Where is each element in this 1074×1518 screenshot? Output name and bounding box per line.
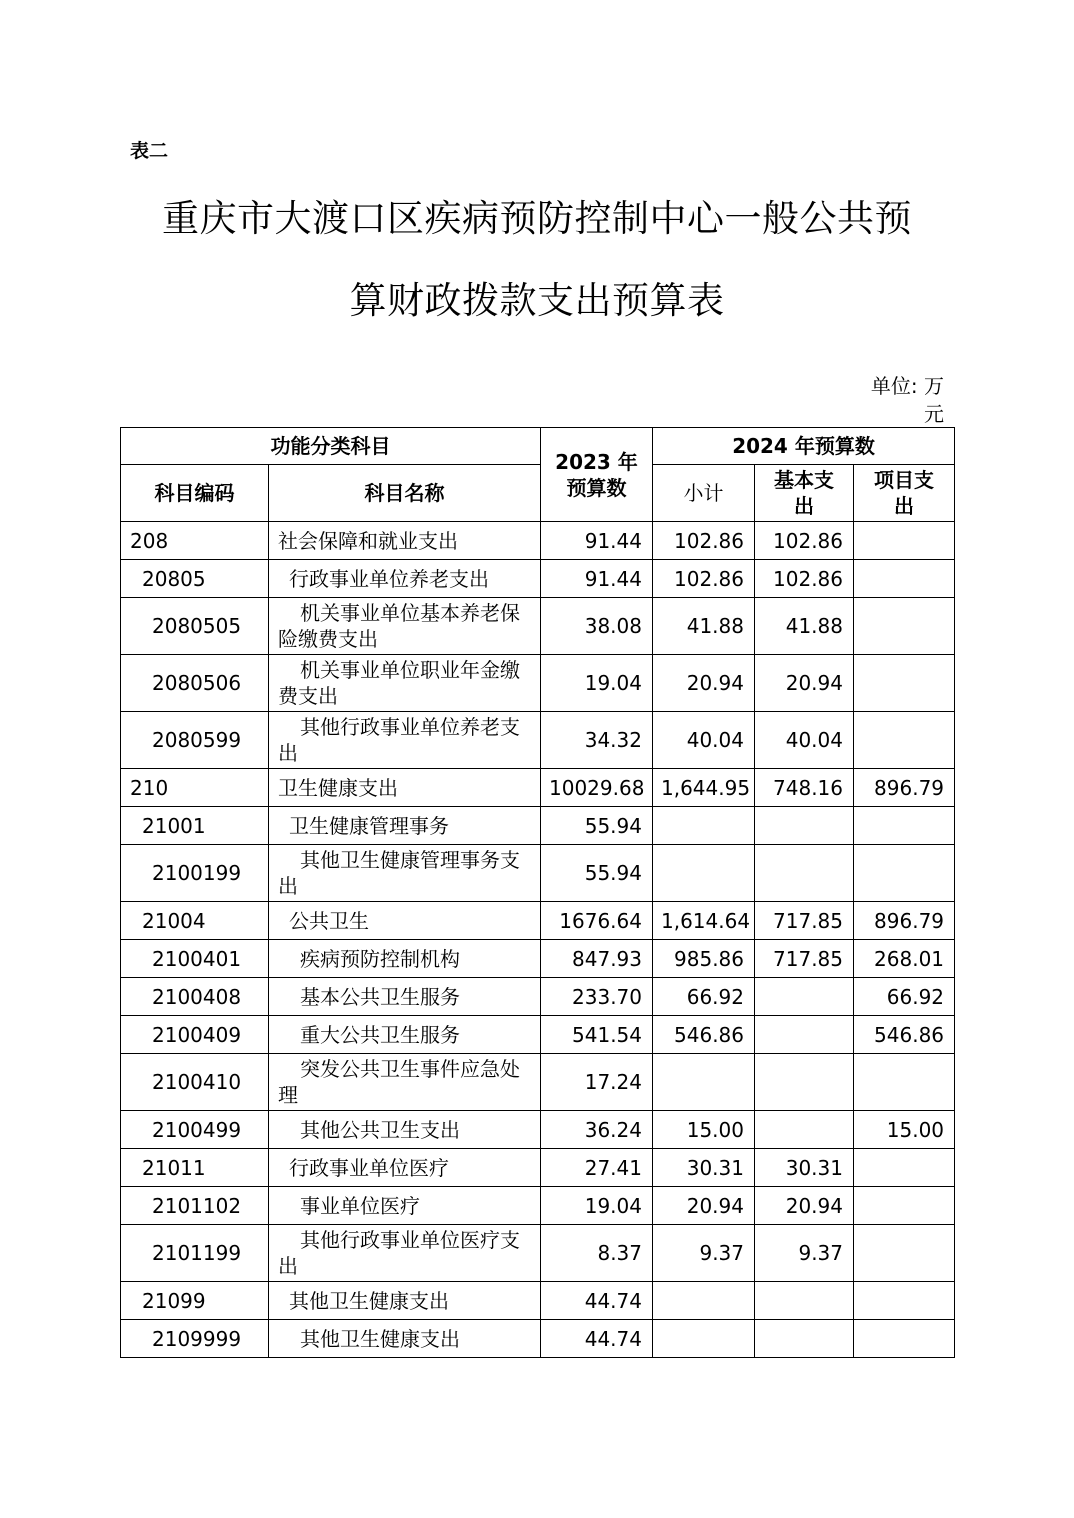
row-basic: 102.86 [755,560,854,598]
row-project [854,845,955,902]
row-code: 21004 [121,902,269,940]
row-code: 2101199 [121,1225,269,1282]
row-basic [755,1320,854,1358]
row-code: 2100410 [121,1054,269,1111]
row-basic: 40.04 [755,712,854,769]
row-name: 机关事业单位基本养老保险缴费支出 [269,598,541,655]
row-project [854,1054,955,1111]
table-row [121,978,955,1016]
row-budget-2023: 8.37 [541,1225,653,1282]
row-basic [755,1111,854,1149]
row-subtotal [653,845,755,902]
row-code: 2109999 [121,1320,269,1358]
row-code: 2080505 [121,598,269,655]
table-row [121,1320,955,1358]
table-row [121,522,955,560]
row-subtotal: 20.94 [653,1187,755,1225]
table-row [121,1187,955,1225]
header-basic: 基本支 出 [755,465,854,522]
row-project [854,807,955,845]
table-row [121,902,955,940]
row-code: 2080506 [121,655,269,712]
row-basic: 9.37 [755,1225,854,1282]
row-name: 卫生健康管理事务 [269,807,541,845]
row-name: 卫生健康支出 [269,769,541,807]
row-project [854,1187,955,1225]
row-project: 896.79 [854,769,955,807]
row-project [854,1149,955,1187]
row-subtotal [653,1282,755,1320]
row-code: 2080599 [121,712,269,769]
row-project [854,598,955,655]
table-row [121,940,955,978]
table-row [121,845,955,902]
row-subtotal: 9.37 [653,1225,755,1282]
row-code: 210 [121,769,269,807]
row-budget-2023: 44.74 [541,1282,653,1320]
row-name: 行政事业单位养老支出 [269,560,541,598]
row-basic: 717.85 [755,940,854,978]
row-budget-2023: 38.08 [541,598,653,655]
row-project [854,655,955,712]
row-subtotal: 41.88 [653,598,755,655]
row-subtotal: 102.86 [653,522,755,560]
row-code: 2100409 [121,1016,269,1054]
row-subtotal: 985.86 [653,940,755,978]
row-budget-2023: 541.54 [541,1016,653,1054]
row-subtotal [653,1054,755,1111]
table-row [121,1149,955,1187]
row-name: 社会保障和就业支出 [269,522,541,560]
table-row [121,598,955,655]
row-basic [755,845,854,902]
row-basic [755,1282,854,1320]
header-code: 科目编码 [121,465,269,522]
row-subtotal [653,807,755,845]
row-budget-2023: 233.70 [541,978,653,1016]
row-name: 基本公共卫生服务 [269,978,541,1016]
row-basic: 30.31 [755,1149,854,1187]
unit-note: 单位: 万 元 [870,374,944,426]
row-name: 其他卫生健康支出 [269,1320,541,1358]
row-project [854,1320,955,1358]
row-budget-2023: 17.24 [541,1054,653,1111]
row-subtotal: 20.94 [653,655,755,712]
row-budget-2023: 55.94 [541,807,653,845]
row-budget-2023: 55.94 [541,845,653,902]
row-basic [755,978,854,1016]
table-number-label: 表二 [130,140,169,162]
row-code: 2100499 [121,1111,269,1149]
row-project: 15.00 [854,1111,955,1149]
row-code: 2100199 [121,845,269,902]
table-row [121,1016,955,1054]
row-name: 行政事业单位医疗 [269,1149,541,1187]
row-budget-2023: 1676.64 [541,902,653,940]
table-row [121,712,955,769]
row-subtotal: 1,644.95 [653,769,755,807]
row-basic [755,1054,854,1111]
row-basic: 20.94 [755,1187,854,1225]
row-name: 机关事业单位职业年金缴费支出 [269,655,541,712]
row-project [854,522,955,560]
row-code: 2100401 [121,940,269,978]
table-row [121,1225,955,1282]
row-project: 546.86 [854,1016,955,1054]
row-subtotal: 1,614.64 [653,902,755,940]
row-basic: 717.85 [755,902,854,940]
row-name: 其他行政事业单位养老支出 [269,712,541,769]
table-row [121,560,955,598]
row-name: 其他行政事业单位医疗支出 [269,1225,541,1282]
table-body [121,522,955,1358]
row-project [854,712,955,769]
page-title-line-2: 算财政拨款支出预算表 [349,279,725,322]
header-subtotal: 小计 [653,465,755,522]
row-name: 突发公共卫生事件应急处理 [269,1054,541,1111]
row-subtotal [653,1320,755,1358]
row-basic [755,1016,854,1054]
row-name: 疾病预防控制机构 [269,940,541,978]
row-code: 2101102 [121,1187,269,1225]
row-project [854,1225,955,1282]
row-budget-2023: 27.41 [541,1149,653,1187]
row-code: 21001 [121,807,269,845]
row-name: 重大公共卫生服务 [269,1016,541,1054]
table-row [121,1282,955,1320]
row-subtotal: 102.86 [653,560,755,598]
row-budget-2023: 847.93 [541,940,653,978]
row-budget-2023: 34.32 [541,712,653,769]
row-budget-2023: 10029.68 [541,769,653,807]
row-project [854,1282,955,1320]
row-project: 268.01 [854,940,955,978]
table-row [121,769,955,807]
row-project: 66.92 [854,978,955,1016]
row-budget-2023: 91.44 [541,522,653,560]
row-subtotal: 66.92 [653,978,755,1016]
budget-table [120,427,955,1358]
table-row [121,1111,955,1149]
row-code: 2100408 [121,978,269,1016]
row-project: 896.79 [854,902,955,940]
row-budget-2023: 36.24 [541,1111,653,1149]
row-name: 公共卫生 [269,902,541,940]
header-budget-2023: 2023 年 预算数 [541,428,653,522]
row-code: 21011 [121,1149,269,1187]
row-budget-2023: 19.04 [541,1187,653,1225]
row-subtotal: 546.86 [653,1016,755,1054]
row-budget-2023: 91.44 [541,560,653,598]
row-name: 其他卫生健康管理事务支出 [269,845,541,902]
row-name: 其他卫生健康支出 [269,1282,541,1320]
row-code: 208 [121,522,269,560]
table-row [121,807,955,845]
row-basic: 748.16 [755,769,854,807]
row-budget-2023: 44.74 [541,1320,653,1358]
row-code: 20805 [121,560,269,598]
header-name: 科目名称 [269,465,541,522]
row-budget-2023: 19.04 [541,655,653,712]
header-budget-2024: 2024 年预算数 [653,428,955,465]
table-row [121,655,955,712]
row-code: 21099 [121,1282,269,1320]
row-basic [755,807,854,845]
row-subtotal: 15.00 [653,1111,755,1149]
table-row [121,1054,955,1111]
row-basic: 41.88 [755,598,854,655]
row-subtotal: 30.31 [653,1149,755,1187]
page-title-line-1: 重庆市大渡口区疾病预防控制中心一般公共预 [162,197,912,240]
row-basic: 102.86 [755,522,854,560]
row-basic: 20.94 [755,655,854,712]
row-project [854,560,955,598]
row-subtotal: 40.04 [653,712,755,769]
row-name: 事业单位医疗 [269,1187,541,1225]
header-func-category: 功能分类科目 [121,428,541,465]
header-project: 项目支 出 [854,465,955,522]
row-name: 其他公共卫生支出 [269,1111,541,1149]
